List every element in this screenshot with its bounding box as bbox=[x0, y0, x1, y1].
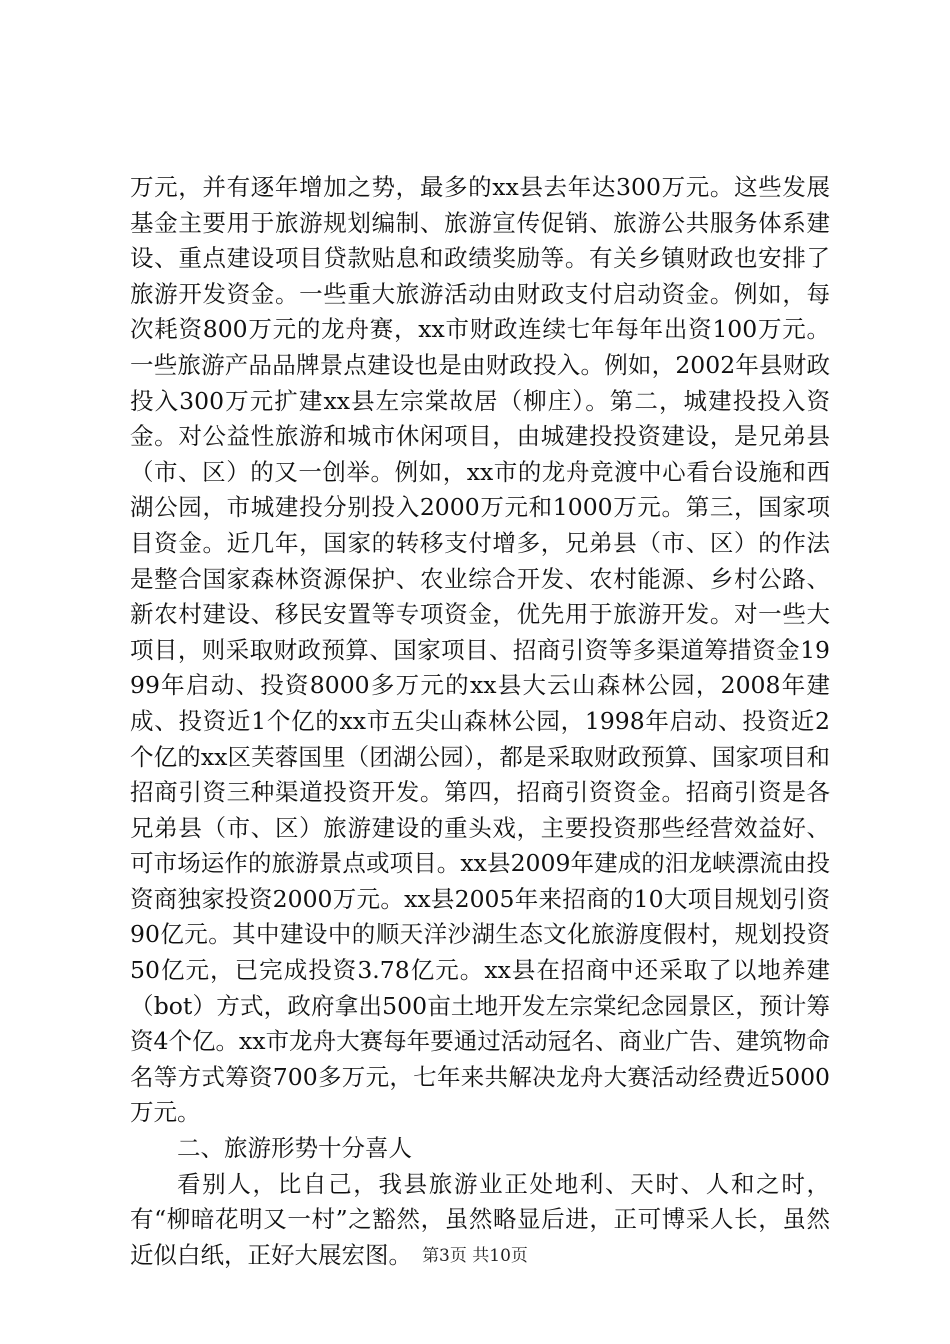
page-number-label: 第3页 共10页 bbox=[422, 1246, 528, 1266]
section-heading: 二、旅游形势十分喜人 bbox=[177, 1134, 412, 1163]
document-body bbox=[130, 170, 830, 1273]
page-footer bbox=[0, 1246, 950, 1266]
body-paragraph: 看别人，比自己，我县旅游业正处地利、天时、人和之时，有“柳暗花明又一村”之豁然，虽然略显后进，正可博采人长，虽然近似白纸，正好大展宏图。 bbox=[130, 1169, 830, 1269]
body-paragraph: 万元，并有逐年增加之势，最多的xx县去年达300万元。这些发展基金主要用于旅游规划编制、旅游宣传促销、旅游公共服务体系建设、重点建设项目贷款贴息和政绩奖励等。有关乡镇财政也安排了旅游开发资金。一些重大旅游活动由财政支付启动资金。例如，每次耗资800万元的龙舟赛，xx市财政连续七年每年出资100万元。一些旅游产品品牌景点建设也是由财政投入。例如，2002年县财政投入300万元扩建xx县左宗棠故居（柳庄）。第二，城建投投入资金。对公益性旅游和城市休闲项目，由城建投投资建设，是兄弟县（市、区）的又一创举。例如，xx市的龙舟竞渡中心看台设施和西湖公园，市城建投分别投入2000万元和1000万元。第三，国家项目资金。近几年，国家的转移支付增多，兄弟县（市、区）的作法是整合国家森林资源保护、农业综合开发、农村能源、乡村公路、新农村建设、移民安置等专项资金，优先用于旅游开发。对一些大项目，则采取财政预算、国家项目、招商引资等多渠道筹措资金1999年启动、投资8000多万元的xx县大云山森林公园，2008年建成、投资近1个亿的xx市五尖山森林公园，1998年启动、投资近2个亿的xx区芙蓉国里（团湖公园），都是采取财政预算、国家项目和招商引资三种渠道投资开发。第四，招商引资资金。招商引资是各兄弟县（市、区）旅游建设的重头戏，主要投资那些经营效益好、可市场运作的旅游景点或项目。xx县2009年建成的汨龙峡漂流由投资商独家投资2000万元。xx县2005年来招商的10大项目规划引资90亿元。其中建设中的顺天洋沙湖生态文化旅游度假村，规划投资50亿元，已完成投资3.78亿元。xx县在招商中还采取了以地养建（bot）方式，政府拿出500亩土地开发左宗棠纪念园景区，预计筹资4个亿。xx市龙舟大赛每年要通过活动冠名、商业广告、建筑物命名等方式筹资700多万元，七年来共解决龙舟大赛活动经费近5000万元。 bbox=[130, 173, 830, 1127]
